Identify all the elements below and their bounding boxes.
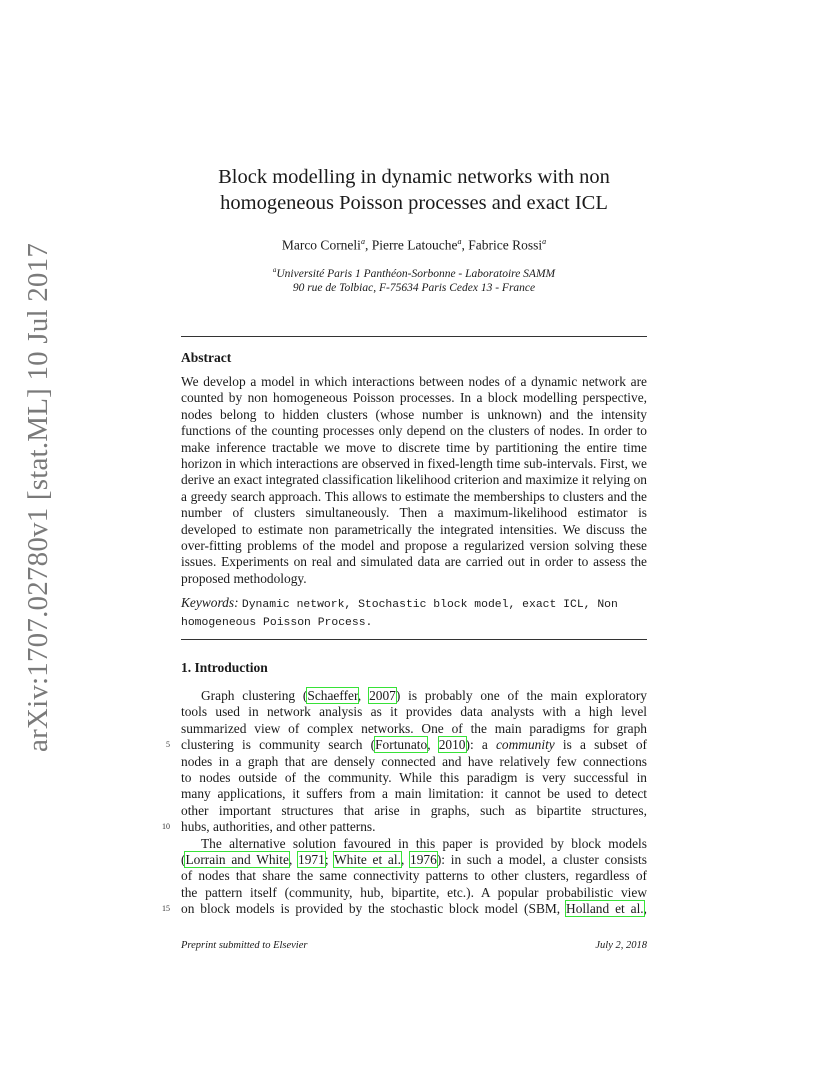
body-line	[181, 885, 647, 901]
body-text: ,	[288, 852, 299, 867]
body-text: ): in such a model, a cluster consists	[436, 852, 647, 867]
body-line	[181, 704, 647, 720]
body-line	[181, 852, 647, 868]
body-text: to nodes outside of the community. While this paradigm is very successful in	[181, 770, 647, 785]
body-text: on block models is provided by the stochastic block model (SBM,	[181, 901, 567, 917]
body-text: Graph clustering (	[201, 688, 308, 703]
author-affiliation-mark: a	[457, 237, 462, 246]
citation-link[interactable]: Schaeffer	[307, 688, 358, 703]
body-text: tools used in network analysis as it provides data analysts with a high level	[181, 704, 647, 720]
author-separator: ,	[461, 237, 469, 253]
title-line: Block modelling in dynamic networks with non	[218, 166, 610, 188]
abstract-heading: Abstract	[181, 350, 232, 365]
affiliation-line-1	[180, 263, 648, 281]
body-line	[201, 688, 647, 704]
body-text: ) is probably one of the main exploratory	[395, 688, 647, 703]
affiliation-mark: a	[272, 266, 277, 274]
affiliation-institution: Université Paris 1 Panthéon-Sorbonne - Laboratoire SAMM	[276, 267, 556, 280]
footer-date: July 2, 2018	[595, 940, 647, 951]
author-list	[180, 233, 648, 255]
line-number: 10	[162, 822, 170, 832]
citation-link[interactable]: Fortunato	[375, 737, 428, 753]
citation-link[interactable]: Lorrain and White	[185, 852, 289, 867]
citation-link[interactable]: White et al.	[334, 852, 401, 867]
author-name: Pierre Latouche	[371, 237, 458, 253]
body-text: of nodes that share the same connectivity patterns to other clusters, regardless of	[181, 868, 647, 884]
citation-link[interactable]: 1976	[410, 852, 437, 867]
body-text: ,	[357, 688, 370, 703]
body-text: ,	[400, 852, 411, 867]
body-text: ,	[427, 737, 439, 753]
abstract-text: We develop a model in which interactions between nodes of a dynamic network are counted by non homogeneous Poisson processes. In a block modelling perspective, nodes belong to hidden clusters (whose number is unknown) and the intensity functions of the counting processes only depend on the clusters of nodes. In order to make inference tractable we move to discrete time by partitioning the entire time horizon in which interactions are observed in fixed-length time sub-intervals. First, we derive an exact integrated classification likelihood criterion and maximize it relying on a greedy search approach. This allows to estimate the memberships to clusters and the number of clusters simultaneously. Then a maximum-likelihood estimator is developed to estimate non parametrically the integrated intensities. We discuss the over-fitting problems of the model and propose a regularized version solving these issues. Experiments on real and simulated data are carried out in order to assess the proposed methodology.	[181, 374, 647, 586]
body-text: the pattern itself (community, hub, bipartite, etc.). A popular probabilistic view	[181, 884, 647, 900]
affiliation	[180, 263, 648, 295]
line-number: 15	[162, 904, 170, 914]
author-name: Marco Corneli	[281, 237, 361, 253]
body-text: clustering is community search (	[181, 737, 376, 753]
body-text: nodes in a graph that are densely connected and have relatively few connections	[181, 753, 647, 769]
body-line	[181, 721, 647, 737]
body-line	[181, 786, 647, 802]
section-heading: 1. Introduction	[181, 660, 268, 675]
top-rule	[181, 336, 647, 337]
body-text: ,	[643, 901, 647, 917]
body-line	[181, 770, 647, 786]
body-line	[201, 836, 647, 852]
body-line	[181, 803, 647, 819]
author-affiliation-mark: a	[360, 237, 365, 246]
body-line	[181, 754, 647, 770]
keywords-label: Keywords:	[181, 595, 239, 610]
footer-preprint: Preprint submitted to Elsevier	[181, 940, 308, 951]
citation-link[interactable]: 2010	[438, 737, 466, 753]
affiliation-line-2: 90 rue de Tolbiac, F-75634 Paris Cedex 13 - France	[292, 281, 536, 294]
title-line: homogeneous Poisson processes and exact ICL	[220, 192, 608, 214]
line-number: 5	[166, 740, 170, 750]
arxiv-identifier: arXiv:1707.02780v1 [stat.ML] 10 Jul 2017	[22, 242, 54, 752]
author-separator: ,	[364, 237, 372, 253]
paper-title	[180, 164, 648, 216]
body-line	[181, 868, 647, 884]
body-text: summarized view of complex networks. One of the main paradigms for graph	[181, 720, 647, 736]
citation-link[interactable]: 1971	[298, 852, 325, 867]
body-text: many applications, it suffers from a main limitation: it cannot be used to detect	[181, 786, 647, 802]
body-text: other important structures that arise in graphs, such as bipartite structures,	[181, 802, 647, 818]
keywords-list: Dynamic network, Stochastic block model, exact ICL, Non homogeneous Poisson Process.	[181, 599, 618, 630]
citation-link[interactable]: 2007	[369, 688, 396, 703]
body-line	[181, 737, 647, 753]
body-text: is a subset of	[554, 737, 647, 753]
body-text: hubs, authorities, and other patterns.	[181, 819, 376, 835]
author-name: Fabrice Rossi	[468, 237, 543, 253]
emphasis-text: community	[495, 737, 555, 753]
keywords	[181, 595, 647, 632]
body-line	[181, 901, 647, 917]
author-affiliation-mark: a	[542, 237, 547, 246]
body-text: ;	[324, 852, 335, 867]
body-line	[181, 819, 647, 835]
bottom-rule	[181, 639, 647, 640]
body-text: The alternative solution favoured in this paper is provided by block models	[201, 835, 647, 851]
body-text: (	[181, 852, 186, 867]
citation-link[interactable]: Holland et al.	[566, 901, 644, 917]
body-text: ): a	[465, 737, 496, 753]
